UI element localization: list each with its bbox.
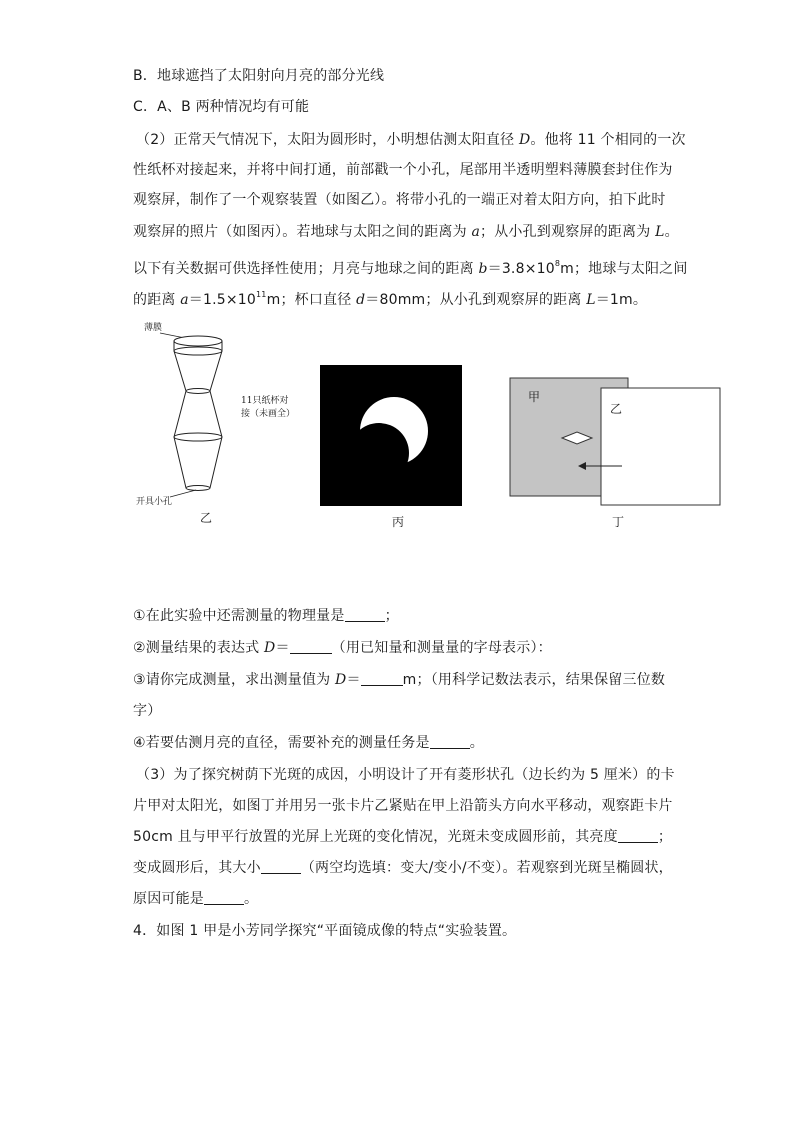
part2-line-3: 观察屏，制作了一个观察装置（如图乙）。将带小孔的一端正对着太阳方向，拍下此时 [133,192,666,208]
question-1: ①在此实验中还需测量的物理量是 ； [133,608,399,624]
answer-blank-7[interactable] [204,890,244,905]
part3-line-3: 50cm 且与甲平行放置的光屏上光斑的变化情况，光斑未变成圆形前，其亮度 ； [133,829,673,845]
figure-ding-cards [510,378,720,529]
part2-line-2: 性纸杯对接起来，并将中间打通，前部戳一个小孔，尾部用半透明塑料薄膜套封住作为 [133,162,673,178]
figures-row [0,0,794,540]
question-2: ②测量结果的表达式 D＝ （用已知量和测量量的字母表示）： [133,640,552,656]
part3-line-4: 变成圆形后，其大小 （两空均选填：变大/变小/不变）。若观察到光斑呈椭圆状， [133,860,673,876]
yi-hole-label: 开具小孔 [136,497,173,507]
yi-side-label-2: 接（未画全） [241,409,296,419]
question-3: ③请你完成测量，求出测量值为 D＝ m；（用科学记数法表示，结果保留三位数 [133,672,666,688]
yi-film-label: 薄膜 [144,323,163,333]
part2-line-5: 以下有关数据可供选择性使用；月亮与地球之间的距离 $b=3.8\times 10^8m$；地球与太阳之间 [133,259,688,277]
part2-line-1: （2）正常天气情况下，太阳为圆形时，小明想估测太阳直径 D。他将 11 个相同的一次 [136,132,686,148]
answer-blank-5[interactable] [618,828,658,843]
question-3-cont: 字） [133,703,162,719]
answer-blank-1[interactable] [345,607,385,622]
question-4-intro: 4．如图 1 甲是小芳同学探究“平面镜成像的特点“实验装置。 [133,923,517,939]
yi-side-label-1: 11只纸杯对 [241,396,289,406]
ding-card-yi-label: 乙 [610,402,623,416]
option-c: C．A、B 两种情况均有可能 [133,99,310,115]
answer-blank-2[interactable] [290,639,332,654]
yi-film-top [174,336,222,346]
figure-bing-photo [320,365,462,529]
ding-card-jia-label: 甲 [528,390,541,404]
part3-line-5: 原因可能是 。 [133,891,259,907]
yi-hole-pointer [170,490,196,497]
figure-yi-cup-device [136,321,295,525]
answer-blank-4[interactable] [430,734,470,749]
yi-caption: 乙 [200,511,213,525]
ding-caption: 丁 [612,515,625,529]
part3-line-1: （3）为了探究树荫下光斑的成因，小明设计了开有菱形状孔（边长约为 5 厘米）的卡 [136,767,675,783]
bing-moon-shadow [349,423,409,483]
part3-line-2: 片甲对太阳光，如图丁并用另一张卡片乙紧贴在甲上沿箭头方向水平移动，观察距卡片 [133,798,673,814]
answer-blank-6[interactable] [261,859,301,874]
part2-line-6: 的距离 $a=1.5\times 10^{11}m$；杯口直径 d＝80mm；从小孔到观察屏的距离 L＝1m。 [133,290,648,308]
question-4: ④若要估测月亮的直径，需要补充的测量任务是 。 [133,735,484,751]
part2-line-4: 观察屏的照片（如图丙）。若地球与太阳之间的距离为 a；从小孔到观察屏的距离为 L。 [133,224,679,240]
answer-blank-3[interactable] [361,671,403,686]
option-b: B．地球遮挡了太阳射向月亮的部分光线 [133,68,385,84]
bing-caption: 丙 [392,515,405,529]
